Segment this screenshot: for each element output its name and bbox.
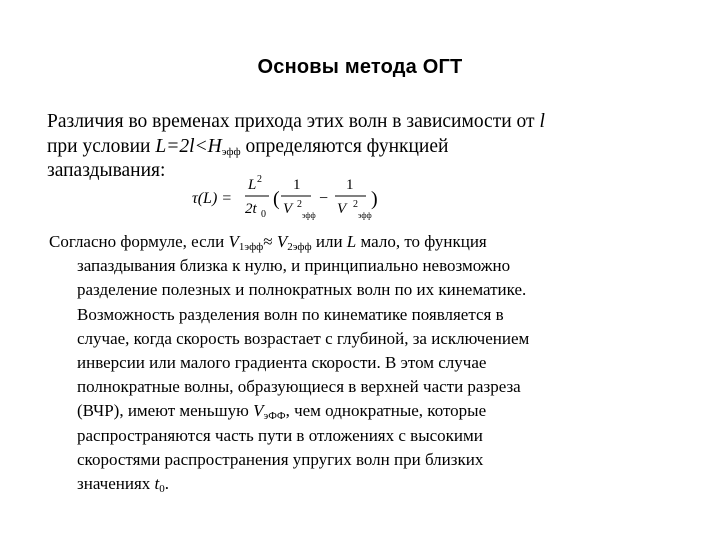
body-text: Согласно формуле, если bbox=[49, 232, 229, 251]
formula-one-b: 1 bbox=[346, 177, 354, 193]
open-paren: ( bbox=[273, 188, 280, 210]
var-Veff: V bbox=[253, 401, 264, 421]
body-text: , чем однократные, которые bbox=[285, 401, 487, 421]
formula-exp: 2 bbox=[257, 174, 262, 185]
intro-text: определяются функцией bbox=[240, 135, 449, 157]
body-line-7: полнократные волны, образующиеся в верхней части разреза bbox=[77, 377, 521, 397]
body-line-8 bbox=[77, 399, 689, 423]
v2-subscript: 2эфф bbox=[287, 241, 312, 253]
body-line-9: распространяются часть пути в отложениях с высокими bbox=[77, 425, 483, 445]
eff-label: эфф bbox=[302, 211, 316, 220]
body-continuation bbox=[49, 254, 689, 496]
condition-expression: L=2l<H bbox=[155, 135, 222, 157]
var-V2: V bbox=[276, 232, 288, 251]
body-line-10: скоростями распространения упругих волн при близких bbox=[77, 449, 484, 469]
formula-minus: − bbox=[319, 190, 329, 207]
formula-V-a: V bbox=[283, 201, 293, 217]
intro-text: Различия во временах прихода этих волн в зависимости от bbox=[47, 111, 540, 132]
formula-lhs: τ(L) = bbox=[192, 190, 233, 207]
intro-line-2 bbox=[47, 135, 677, 160]
body-text: мало, то функция bbox=[356, 232, 487, 251]
eff-label: эфф bbox=[358, 211, 372, 220]
body-text: (ВЧР), имеют меньшую bbox=[77, 401, 254, 421]
intro-line-1 bbox=[47, 110, 677, 135]
body-text: . bbox=[164, 474, 170, 494]
body-line-11 bbox=[77, 472, 689, 496]
approx-sign: ≈ bbox=[263, 232, 277, 251]
eff-subscript: эфф bbox=[221, 145, 241, 158]
formula-2t: 2t bbox=[245, 201, 257, 217]
var-l: l bbox=[539, 111, 545, 132]
body-paragraph bbox=[49, 230, 689, 496]
veff-subscript: эФФ bbox=[263, 410, 286, 423]
var-L: L bbox=[346, 232, 357, 251]
intro-line-3: запаздывания: bbox=[47, 160, 166, 181]
formula-L: L bbox=[248, 177, 257, 193]
body-text: или bbox=[311, 232, 347, 251]
t0-subscript: 0 bbox=[159, 483, 165, 496]
formula-exp: 2 bbox=[353, 199, 358, 210]
body-line-6: инверсии или малого градиента скорости. В этом случае bbox=[77, 353, 487, 373]
v1-subscript: 1эфф bbox=[238, 241, 264, 253]
formula-t0-sub: 0 bbox=[261, 209, 266, 220]
delay-formula bbox=[190, 172, 420, 224]
formula-exp: 2 bbox=[297, 199, 302, 210]
body-text: значениях bbox=[77, 474, 155, 494]
var-t0: t bbox=[154, 474, 160, 494]
body-line-2: запаздывания близка к нулю, и принципиально невозможно bbox=[77, 256, 511, 276]
body-line-1 bbox=[49, 230, 689, 254]
formula-one-a: 1 bbox=[293, 177, 301, 193]
body-line-4: Возможность разделения волн по кинематике появляется в bbox=[77, 304, 504, 324]
close-paren: ) bbox=[371, 188, 378, 210]
var-V1: V bbox=[228, 232, 239, 251]
formula-graphic bbox=[190, 172, 420, 224]
body-line-3: разделение полезных и полнократных волн по их кинематике. bbox=[77, 280, 527, 300]
page-title: Основы метода ОГТ bbox=[257, 56, 463, 78]
intro-text: при условии bbox=[47, 135, 156, 157]
body-line-5: случае, когда скорость возрастает с глубиной, за исключением bbox=[77, 328, 530, 348]
formula-V-b: V bbox=[337, 201, 347, 217]
